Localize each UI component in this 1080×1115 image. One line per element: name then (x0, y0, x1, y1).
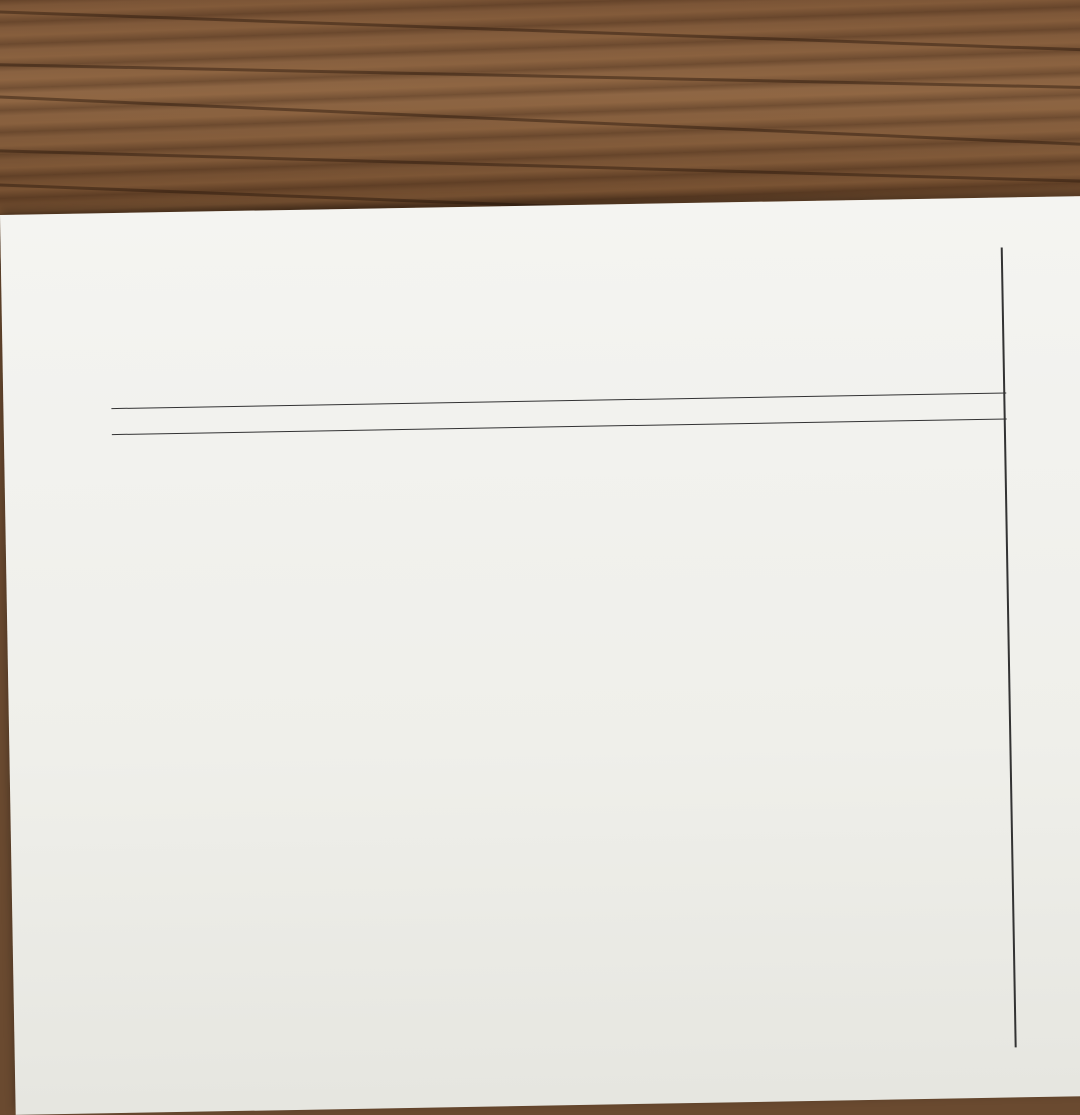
wood-grain (0, 148, 1080, 185)
pattern-description (343, 264, 993, 275)
suggested-fabrics (129, 827, 1029, 843)
column-divider (1001, 248, 1016, 1048)
wood-grain (0, 62, 1080, 90)
yardage-table (111, 367, 1006, 383)
notions (131, 939, 1031, 955)
wood-grain (0, 94, 1080, 149)
finished-measurements (132, 995, 1032, 1011)
sizes-header-row (111, 392, 1006, 435)
wood-grain (0, 9, 1080, 54)
pattern-envelope (0, 195, 1080, 1114)
translated-column (1011, 245, 1080, 247)
